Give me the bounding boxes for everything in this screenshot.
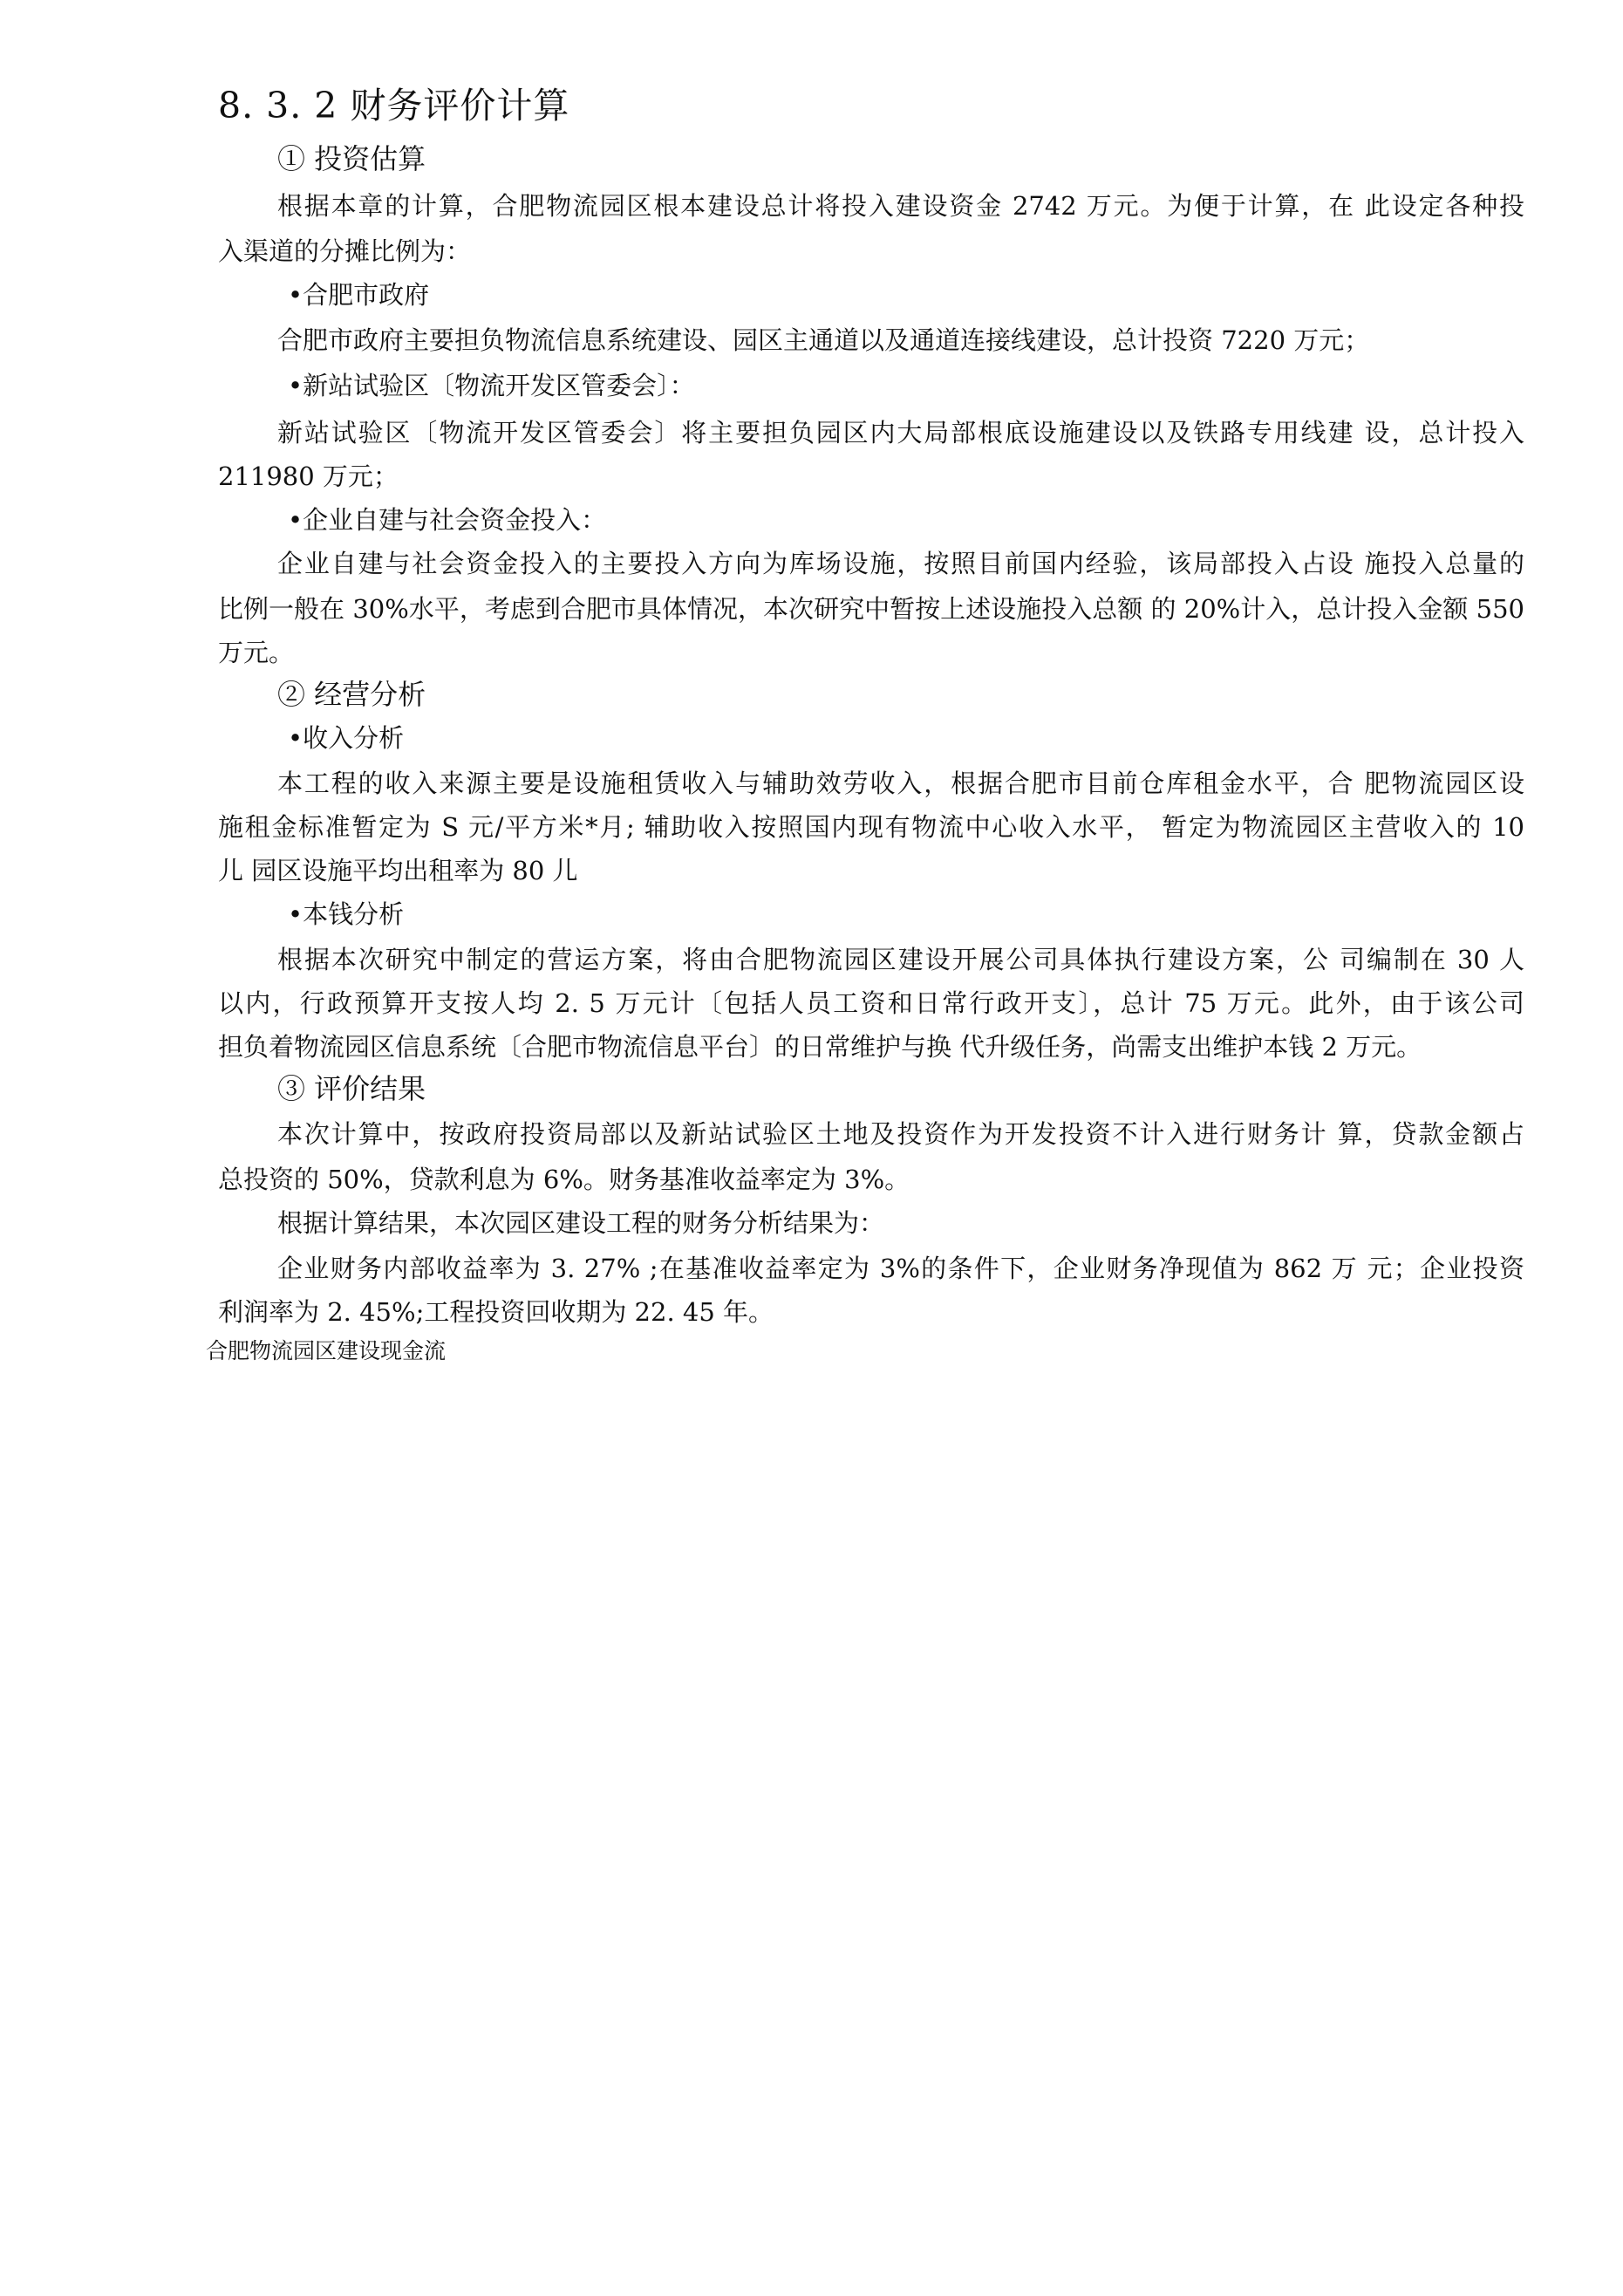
cashflow-caption: 合肥物流园区建设现金流 [206, 1338, 447, 1363]
cost-paragraph-line: 担负着物流园区信息系统〔合肥市物流信息平台〕的日常维护与换 代升级任务，尚需支出维护本钱 2 万元。 [218, 1032, 1422, 1062]
section-title: 8. 3. 2 财务评价计算 [218, 85, 570, 126]
bullet-government: •合肥市政府 [288, 280, 430, 310]
enterprise-paragraph-line: 万元。 [218, 638, 295, 667]
bullet-enterprise: •企业自建与社会资金投入： [288, 505, 607, 535]
income-paragraph-line: 儿 园区设施平均出租率为 80 儿 [218, 856, 578, 885]
bullet-xinzhan-zone: •新站试验区〔物流开发区管委会〕： [288, 371, 695, 400]
bullet-cost: •本钱分析 [288, 899, 405, 929]
investment-heading: ① 投资估算 [277, 142, 426, 175]
zone-paragraph-line: 新站试验区〔物流开发区管委会〕将主要担负园区内大局部根底设施建设以及铁路专用线建 设，总计投入 [277, 418, 1524, 448]
investment-paragraph-line: 入渠道的分摊比例为： [218, 236, 472, 266]
income-paragraph-line: 本工程的收入来源主要是设施租赁收入与辅助效劳收入，根据合肥市目前仓库租金水平，合 肥物流园区设 [277, 769, 1524, 798]
cost-paragraph-line: 根据本次研究中制定的营运方案，将由合肥物流园区建设开展公司具体执行建设方案，公 司编制在 30 人 [277, 945, 1524, 974]
zone-paragraph-line: 211980 万元； [218, 461, 399, 491]
enterprise-paragraph-line: 企业自建与社会资金投入的主要投入方向为库场设施，按照目前国内经验，该局部投入占设 施投入总量的 [277, 549, 1524, 578]
government-paragraph: 合肥市政府主要担负物流信息系统建设、园区主通道以及通道连接线建设，总计投资 7220 万元； [277, 325, 1370, 355]
enterprise-paragraph-line: 比例一般在 30%水平，考虑到合肥市具体情况，本次研究中暂按上述设施投入总额 的 20%计入，总计投入金额 550 [218, 594, 1524, 624]
result-paragraph-line: 总投资的 50%，贷款利息为 6%。财务基准收益率定为 3%。 [218, 1165, 910, 1194]
result-paragraph-line: 利润率为 2. 45%;工程投资回收期为 22. 45 年。 [218, 1297, 774, 1327]
income-paragraph-line: 施租金标准暂定为 S 元/平方米*月; 辅助收入按照国内现有物流中心收入水平， 暂定为物流园区主营收入的 10 [218, 812, 1524, 842]
result-paragraph-line: 本次计算中，按政府投资局部以及新站试验区土地及投资作为开发投资不计入进行财务计 算，贷款金额占 [277, 1119, 1524, 1149]
cost-paragraph-line: 以内，行政预算开支按人均 2. 5 万元计〔包括人员工资和日常行政开支〕，总计 75 万元。此外，由于该公司 [218, 988, 1524, 1018]
result-heading: ③ 评价结果 [277, 1072, 426, 1105]
result-paragraph-line: 企业财务内部收益率为 3. 27% ;在基准收益率定为 3%的条件下，企业财务净现值为 862 万 元；企业投资 [277, 1254, 1524, 1283]
result-paragraph: 根据计算结果，本次园区建设工程的财务分析结果为： [277, 1208, 885, 1238]
bullet-income: •收入分析 [288, 723, 405, 753]
operation-heading: ② 经营分析 [277, 678, 426, 711]
investment-paragraph-line: 根据本章的计算，合肥物流园区根本建设总计将投入建设资金 2742 万元。为便于计算，在 此设定各种投 [277, 191, 1524, 221]
